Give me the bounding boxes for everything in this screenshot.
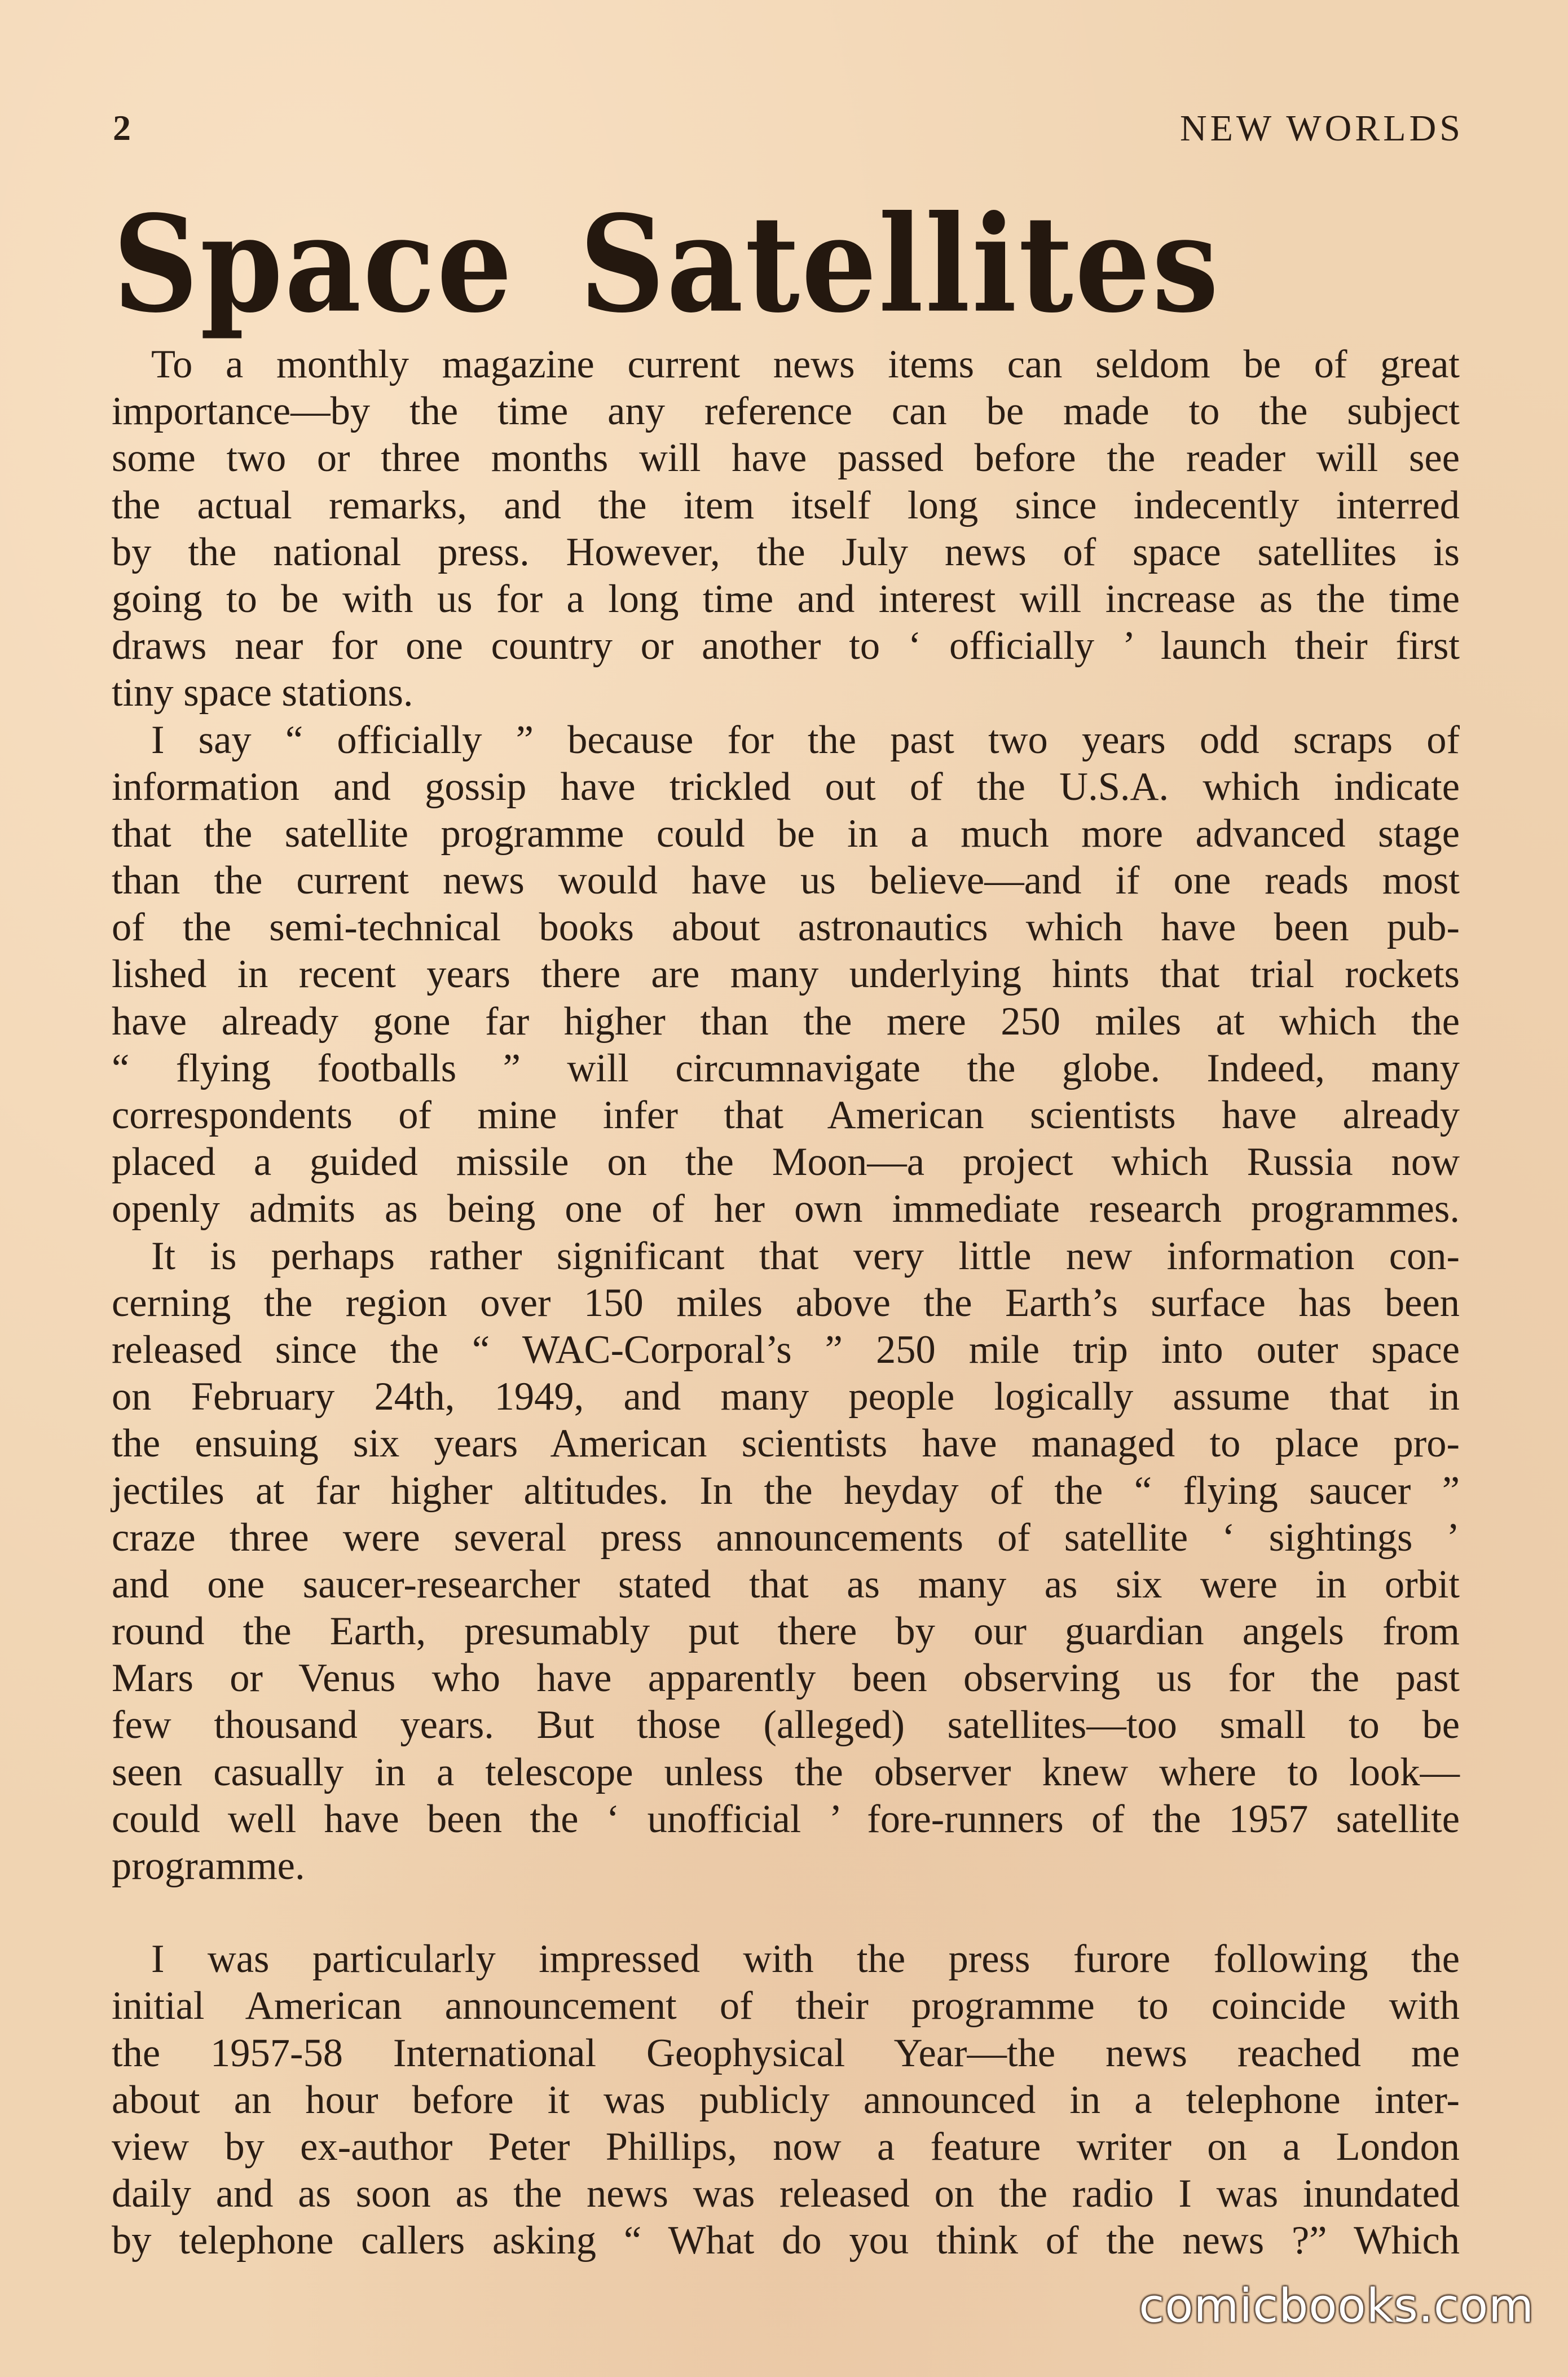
text-line: round the Earth, presumably put there by our guardian angels from: [112, 1609, 1460, 1654]
section-break: [112, 1890, 1460, 1936]
text-line: have already gone far higher than the mere 250 miles at which the: [112, 999, 1460, 1044]
text-line: view by ex-author Peter Phillips, now a feature writer on a London: [112, 2124, 1460, 2169]
text-line: on February 24th, 1949, and many people logically assume that in: [112, 1375, 1460, 1419]
text-line: information and gossip have trickled out of the U.S.A. which indicate: [112, 764, 1460, 809]
running-title: NEW WORLDS: [1179, 108, 1464, 149]
text-line: by the national press. However, the July news of space satellites is: [112, 530, 1460, 574]
text-line: daily and as soon as the news was released on the radio I was inundated: [112, 2172, 1460, 2216]
text-line: the 1957-58 International Geophysical Year—the news reached me: [112, 2031, 1460, 2075]
text-line: openly admits as being one of her own immediate research programmes.: [112, 1187, 1460, 1231]
text-line: the actual remarks, and the item itself long since indecently interred: [112, 483, 1460, 527]
text-line: released since the “ WAC-Corporal’s ” 250 mile trip into outer space: [112, 1327, 1460, 1372]
paragraph-1: [112, 341, 1460, 717]
text-line: lished in recent years there are many underlying hints that trial rockets: [112, 952, 1460, 997]
text-line: “ flying footballs ” will circumnavigate the globe. Indeed, many: [112, 1046, 1460, 1090]
page-number: 2: [113, 108, 132, 148]
text-line: importance—by the time any reference can be made to the subject: [112, 389, 1460, 434]
text-line: tiny space stations.: [112, 671, 413, 715]
text-line: cerning the region over 150 miles above the Earth’s surface has been: [112, 1280, 1460, 1325]
paragraph-2: [112, 717, 1460, 1233]
text-line: about an hour before it was publicly announced in a telephone inter-: [112, 2077, 1460, 2122]
text-line: of the semi-technical books about astronautics which have been pub-: [112, 905, 1460, 950]
text-line: seen casually in a telescope unless the observer knew where to look—: [112, 1750, 1460, 1794]
text-line: the ensuing six years American scientists have managed to place pro-: [112, 1421, 1460, 1466]
text-line: placed a guided missile on the Moon—a project which Russia now: [112, 1140, 1460, 1185]
text-line: correspondents of mine infer that American scientists have already: [112, 1093, 1460, 1137]
watermark: comicbooks.com: [1139, 2279, 1534, 2333]
text-line: than the current news would have us believe—and if one reads most: [112, 859, 1460, 903]
text-line: initial American announcement of their programme to coincide with: [112, 1984, 1460, 2028]
text-line: by telephone callers asking “ What do you think of the news ?” Which: [112, 2218, 1460, 2263]
text-line: draws near for one country or another to ‘ officially ’ launch their first: [112, 624, 1460, 668]
article-body: [112, 341, 1460, 2265]
text-line: could well have been the ‘ unofficial ’ fore-runners of the 1957 satellite: [112, 1797, 1460, 1841]
text-line: some two or three months will have passed before the reader will see: [112, 436, 1460, 481]
text-line: Mars or Venus who have apparently been observing us for the past: [112, 1656, 1460, 1701]
text-line: going to be with us for a long time and interest will increase as the time: [112, 576, 1460, 621]
text-line: I was particularly impressed with the press furore following the: [151, 1937, 1460, 1982]
paragraph-4: [112, 1936, 1460, 2264]
text-line: few thousand years. But those (alleged) satellites—too small to be: [112, 1703, 1460, 1747]
text-line: It is perhaps rather significant that very little new information con-: [151, 1234, 1460, 1278]
text-line: programme.: [112, 1844, 305, 1888]
text-line: and one saucer-researcher stated that as many as six were in orbit: [112, 1562, 1460, 1606]
paragraph-3: [112, 1233, 1460, 1890]
text-line: jectiles at far higher altitudes. In the heyday of the “ flying saucer ”: [112, 1468, 1460, 1513]
text-line: that the satellite programme could be in a much more advanced stage: [112, 811, 1460, 856]
text-line: To a monthly magazine current news items can seldom be of great: [151, 342, 1460, 386]
running-head: [113, 107, 1464, 152]
text-line: craze three were several press announcements of satellite ‘ sightings ’: [112, 1515, 1460, 1560]
article-title: Space Satellites: [113, 186, 1221, 342]
text-line: I say “ officially ” because for the past two years odd scraps of: [151, 717, 1460, 762]
